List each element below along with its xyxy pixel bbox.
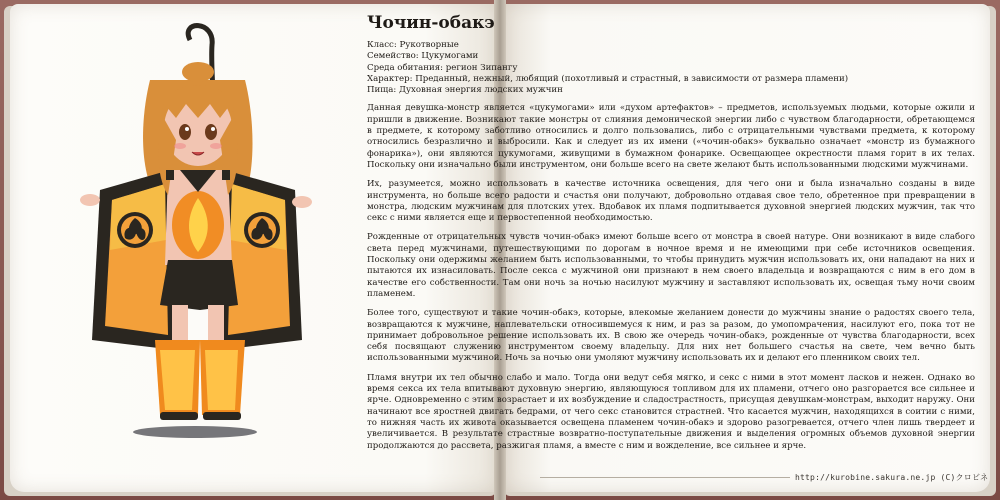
ground-shadow	[133, 426, 257, 438]
paragraph-negative-born: Рожденные от отрицательных чувств чочин-обакэ имеют больше всего от монстра в своей натуре. Они возникают в виде слабого света перед мужчинами, путешествующими по дорогам в ночное время и не имеющими при себе источников освещения. Поскольку они одержимы желанием быть использованными, то чтобы принудить мужчин использовать их, они нападают на них и пытаются их изнасиловать. После секса с мужчиной они признают в нем своего владельца и возвращаются с ним в его дом в качестве его собственности. Там они ночь за ночью насилуют мужчину и заставляют использовать их, освещая тьму ночи своим пламенем.	[367, 232, 975, 299]
footer-url: http://kurobine.sakura.ne.jp	[795, 473, 936, 482]
attribute-temperament: Характер: Преданный, нежный, любящий (похотливый и страстный, в зависимости от размера пламени)	[367, 73, 849, 84]
paragraph-flame: Пламя внутри их тел обычно слабо и мало. Тогда они ведут себя мягко, и секс с ними в этот момент ласков и нежен. Однако во время секса их тела впитывают духовную энергию, являющуюся топливом для их пламени, отчего оно разгорается все сильнее и ярче. Одновременно с этим возрастает и их возбуждение и сладострастность, присущая девушкам-монстрам, выходит наружу. Они начинают все яростней двигать бедрами, от чего секс становится страстней. Что касается мужчин, находящихся в соитии с ними, то нижняя часть их живота оказывается освещена пламенем чочин-обакэ и здорово разогревается, отчего член лишь твердеет и увеличивается. В результате страстные возвратно-поступательные движения и выделения огромных объемов духовной энергии продолжаются до рассвета, разжигая пламя, а вместе с ним и вожделение, все сильнее и ярче.	[367, 372, 975, 451]
footer-credit	[795, 472, 988, 483]
attribute-habitat: Среда обитания: регион Зипангу	[367, 62, 518, 73]
attribute-food: Пища: Духовная энергия людских мужчин	[367, 85, 563, 96]
paragraph-devotion: Более того, существуют и такие чочин-обакэ, которые, влекомые желанием донести до мужчины знание о радостях своего тела, возвращаются к мужчине, наплевательски относившемуся к ним, и раз за разом, до умопомрачения, насилуют его, пока тот не принимает добровольное решение использовать их. В свою же очередь чочин-обакэ, рожденные от чувства благодарности, всех себя посвящают служению инструментом своему владельцу. Для них нет большего счастья на свете, чем вечно быть использованными мужчиной. Ночь за ночью они умоляют мужчину использовать их и делают его пленником своих тел.	[367, 308, 975, 364]
attribute-family: Семейство: Цукумогами	[367, 51, 479, 62]
footer-rule	[540, 477, 790, 478]
entry-text-column	[367, 12, 975, 460]
footer-copyright: (C)クロビネ	[940, 473, 989, 482]
chochin-obake-illustration	[40, 20, 330, 450]
paragraph-usage: Их, разумеется, можно использовать в качестве источника освещения, для чего они и была изначально созданы в виде инструмента, но больше всего радости и счастья они получают, добровольно отдавая свое тело, обретенное при превращении в монстра, людским мужчинам для плотских утех. Вдобавок их пламя подпитывается духовной энергией людских мужчин, так что секс с ними является еще и первостепенной необходимостью.	[367, 179, 975, 224]
hair-bun	[182, 62, 214, 82]
entry-title: Чочин-обакэ	[367, 13, 495, 33]
paragraph-origin: Данная девушка-монстр является «цукумогами» или «духом артефактов» – предметов, используемых людьми, которые ожили и пришли в движение. Возникают такие монстры от слияния демонической энергии либо с чувством благодарности, обретающемся в предмете, к которому заботливо относились и долго пользовались, либо с отрицательными чувствами предмета, к которому относились безразлично и выбросили. Как и следует из их имени («чочин-обакэ» буквально означает «монстр из бумажного фонарика»), они являются цукумогами, живущими в бумажном фонарике. Освещающее окрестности пламя горит в их телах. Поскольку они изначально были инструментом, они больше всего на свете желают быть использованными людскими мужчинами.	[367, 103, 975, 170]
attribute-class: Класс: Рукотворные	[367, 40, 459, 50]
entry-attributes	[367, 40, 975, 96]
shorts	[160, 260, 238, 310]
